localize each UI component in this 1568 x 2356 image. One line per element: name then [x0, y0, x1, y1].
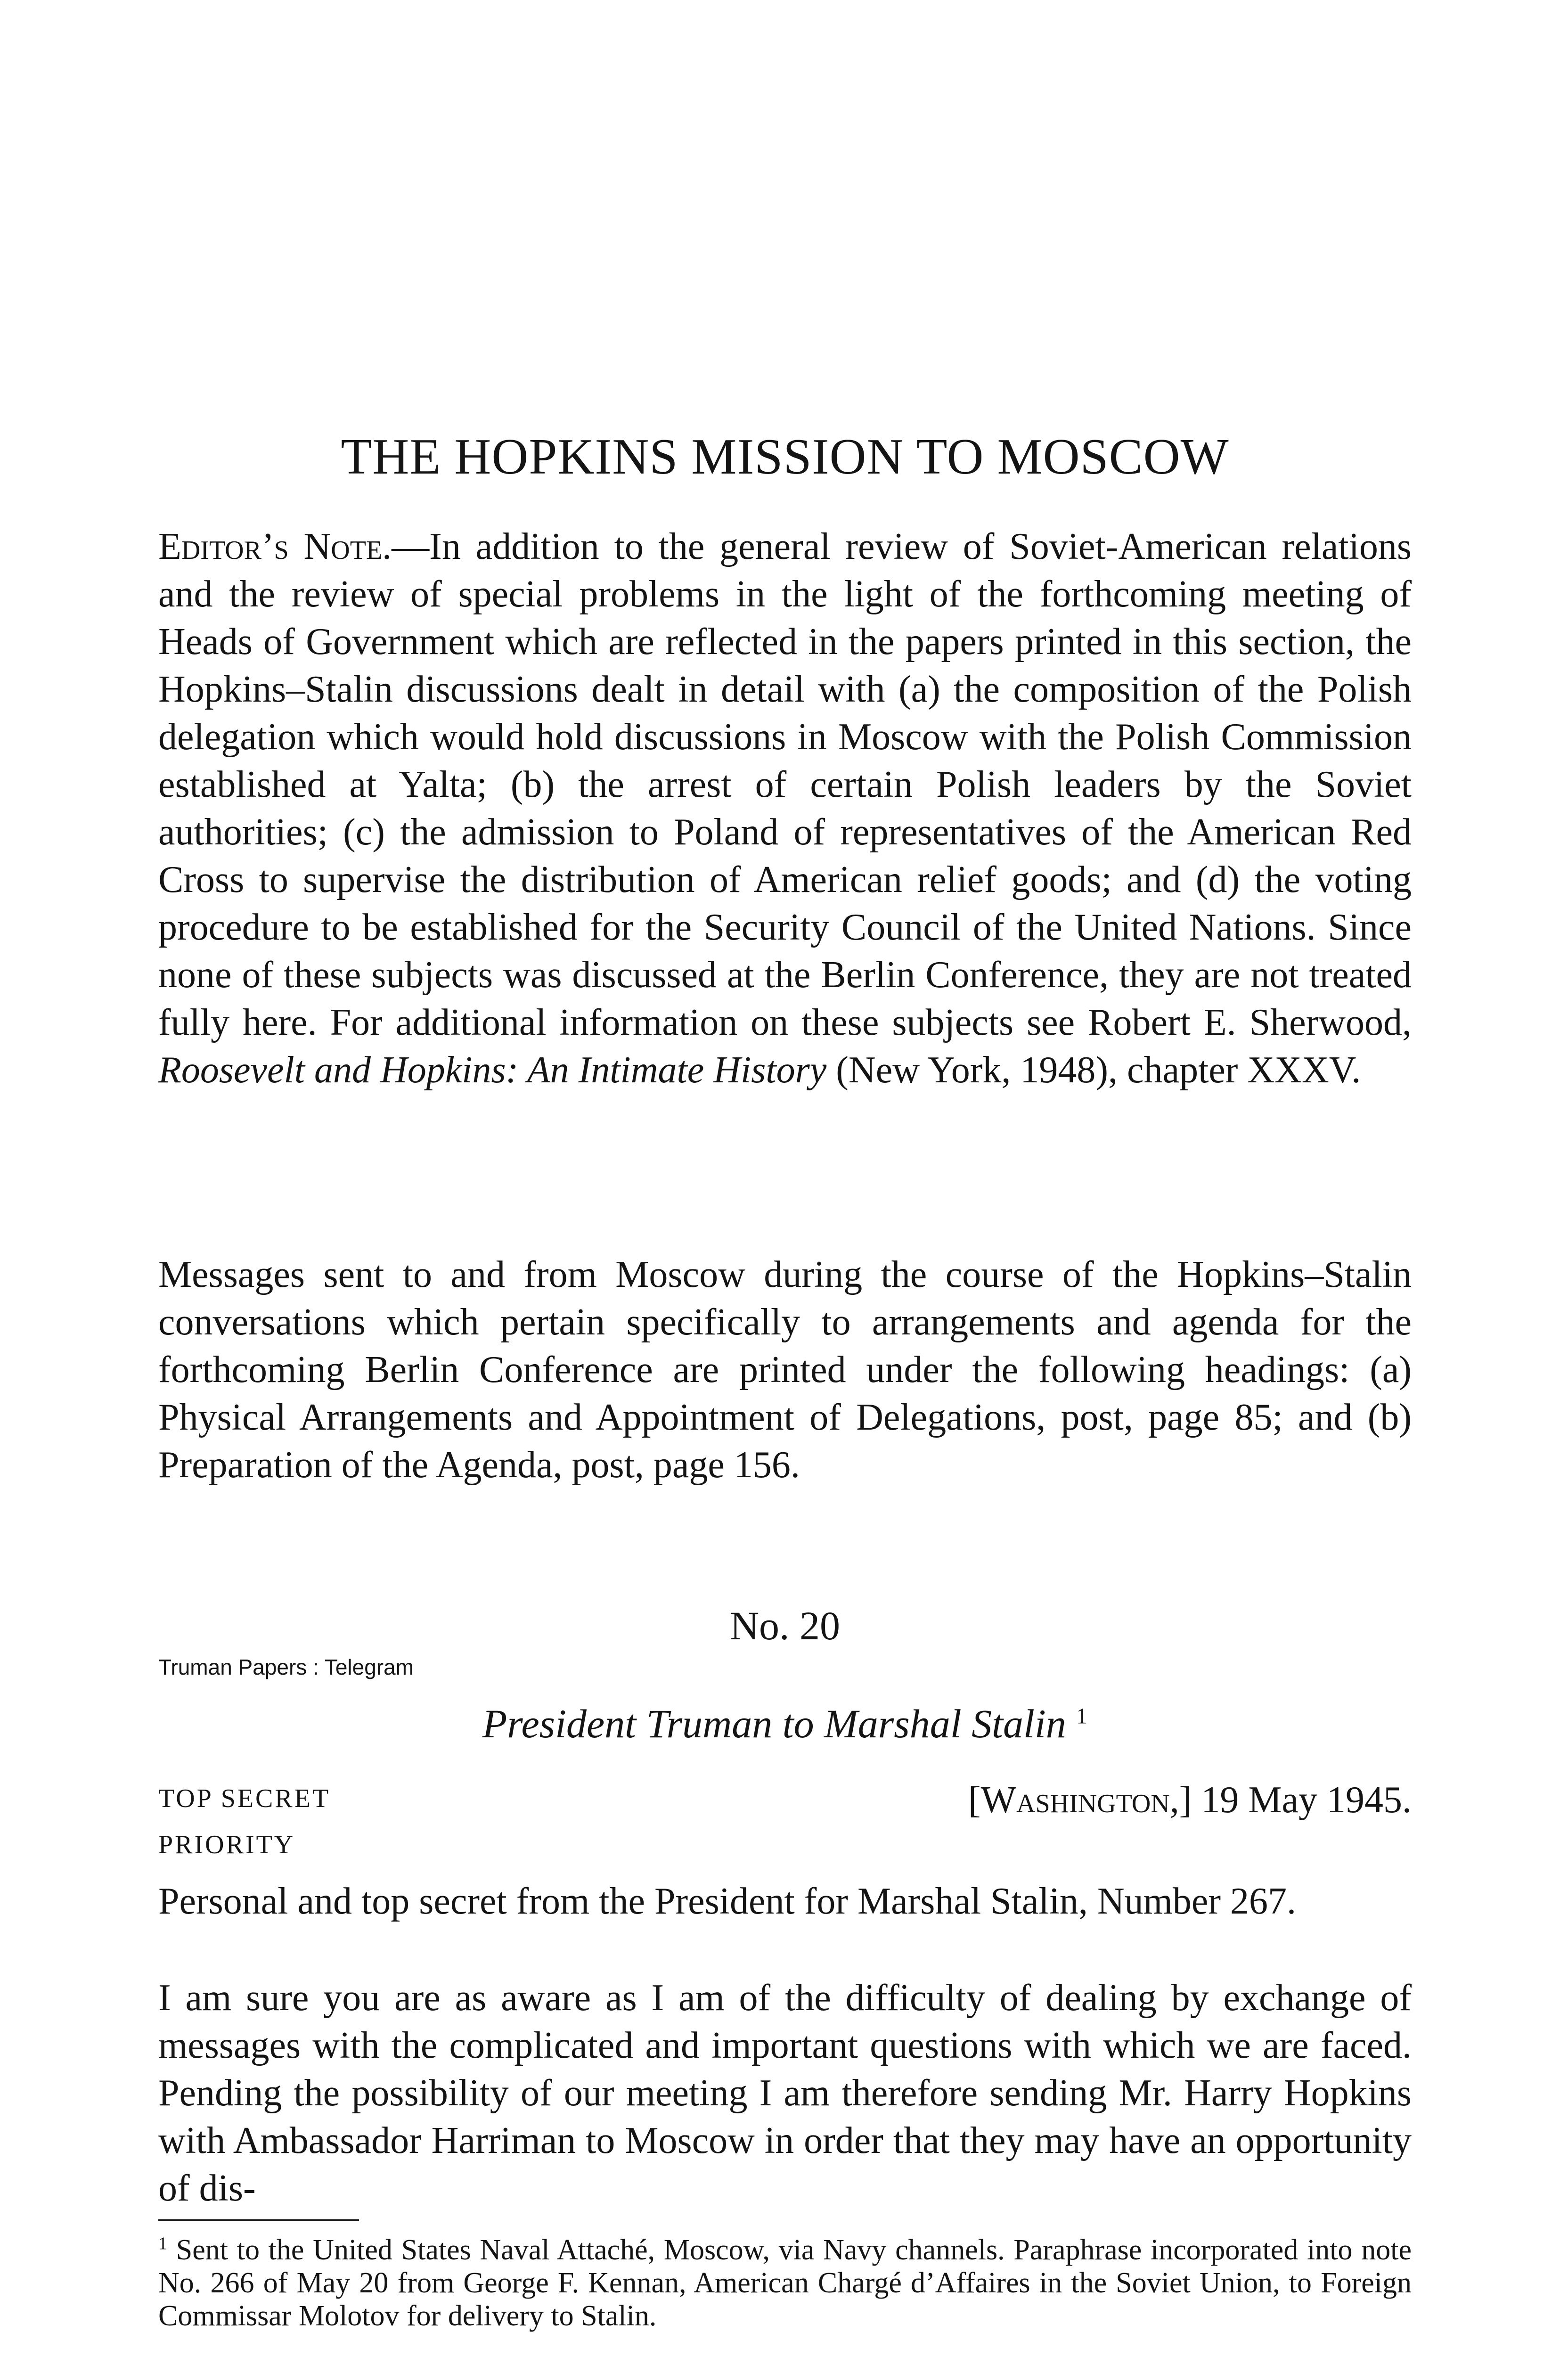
message-paragraph-2: I am sure you are as aware as I am of the difficulty of dealing by exchange of messages with the complicated and important questions with which we are faced. Pending the possibility of our meeting I am therefore sending Mr. Harry Hopkins with Ambassador Harriman to Moscow in order that they may have an opportunity of dis- [158, 1977, 1412, 2209]
heading-footnote-ref[interactable]: 1 [1076, 1703, 1088, 1729]
editors-note-paragraph-2: Messages sent to and from Moscow during the course of the Hopkins–Stalin conversations which pertain specifically to arrangements and agenda for the forthcoming Berlin Conference are printed under the following headings: (a) Physical Arrangements and Appointment of Delegations, post, page 85; and (b) Preparation of the Agenda, post, page 156. [158, 1254, 1412, 1486]
footnote-divider [158, 2219, 359, 2221]
document-heading [158, 1700, 1412, 1747]
footnote [158, 2233, 1412, 2332]
classification-priority: PRIORITY [158, 1830, 295, 1859]
dateline-date: 19 May 1945. [1201, 1779, 1412, 1821]
editors-note-text-end: (New York, 1948), chapter XXXV. [826, 1049, 1361, 1091]
editors-note-paragraph [158, 523, 1412, 1094]
classification-top-secret: TOP SECRET [158, 1784, 331, 1813]
footnote-text: Sent to the United States Naval Attaché, Moscow, via Navy channels. Paraphrase incorporated into note No. 266 of May 20 from George F. Kennan, American Chargé d’Affaires in the Soviet Union, to Foreign Commissar Molotov for delivery to Stalin. [158, 2234, 1412, 2332]
document-source: Truman Papers : Telegram [158, 1655, 414, 1679]
editors-note-text: —In addition to the general review of Soviet-American relations and the review of special problems in the light of the forthcoming meeting of Heads of Government which are reflected in the papers printed in this section, the Hopkins–Stalin discussions dealt in detail with (a) the composition of the Polish delegation which would hold discussions in Moscow with the Polish Commission established at Yalta; (b) the arrest of certain Polish leaders by the Soviet authorities; (c) the admission to Poland of representatives of the American Red Cross to supervise the distribution of American relief goods; and (d) the voting procedure to be established for the Security Council of the United Nations. Since none of these subjects was discussed at the Berlin Conference, they are not treated fully here. For additional information on these subjects see Robert E. Sherwood, [158, 526, 1412, 1043]
footnote-marker: 1 [158, 2233, 167, 2254]
section-title: THE HOPKINS MISSION TO MOSCOW [341, 429, 1229, 485]
document-heading-text: President Truman to Marshal Stalin [482, 1701, 1066, 1746]
editors-note-label: Editor’s Note. [158, 526, 392, 567]
dateline [968, 1776, 1412, 1824]
document-number: No. 20 [729, 1603, 841, 1648]
message-paragraph-1: Personal and top secret from the President for Marshal Stalin, Number 267. [158, 1881, 1296, 1922]
dateline-place: [Washington,] [968, 1779, 1192, 1821]
book-title: Roosevelt and Hopkins: An Intimate History [158, 1049, 827, 1091]
